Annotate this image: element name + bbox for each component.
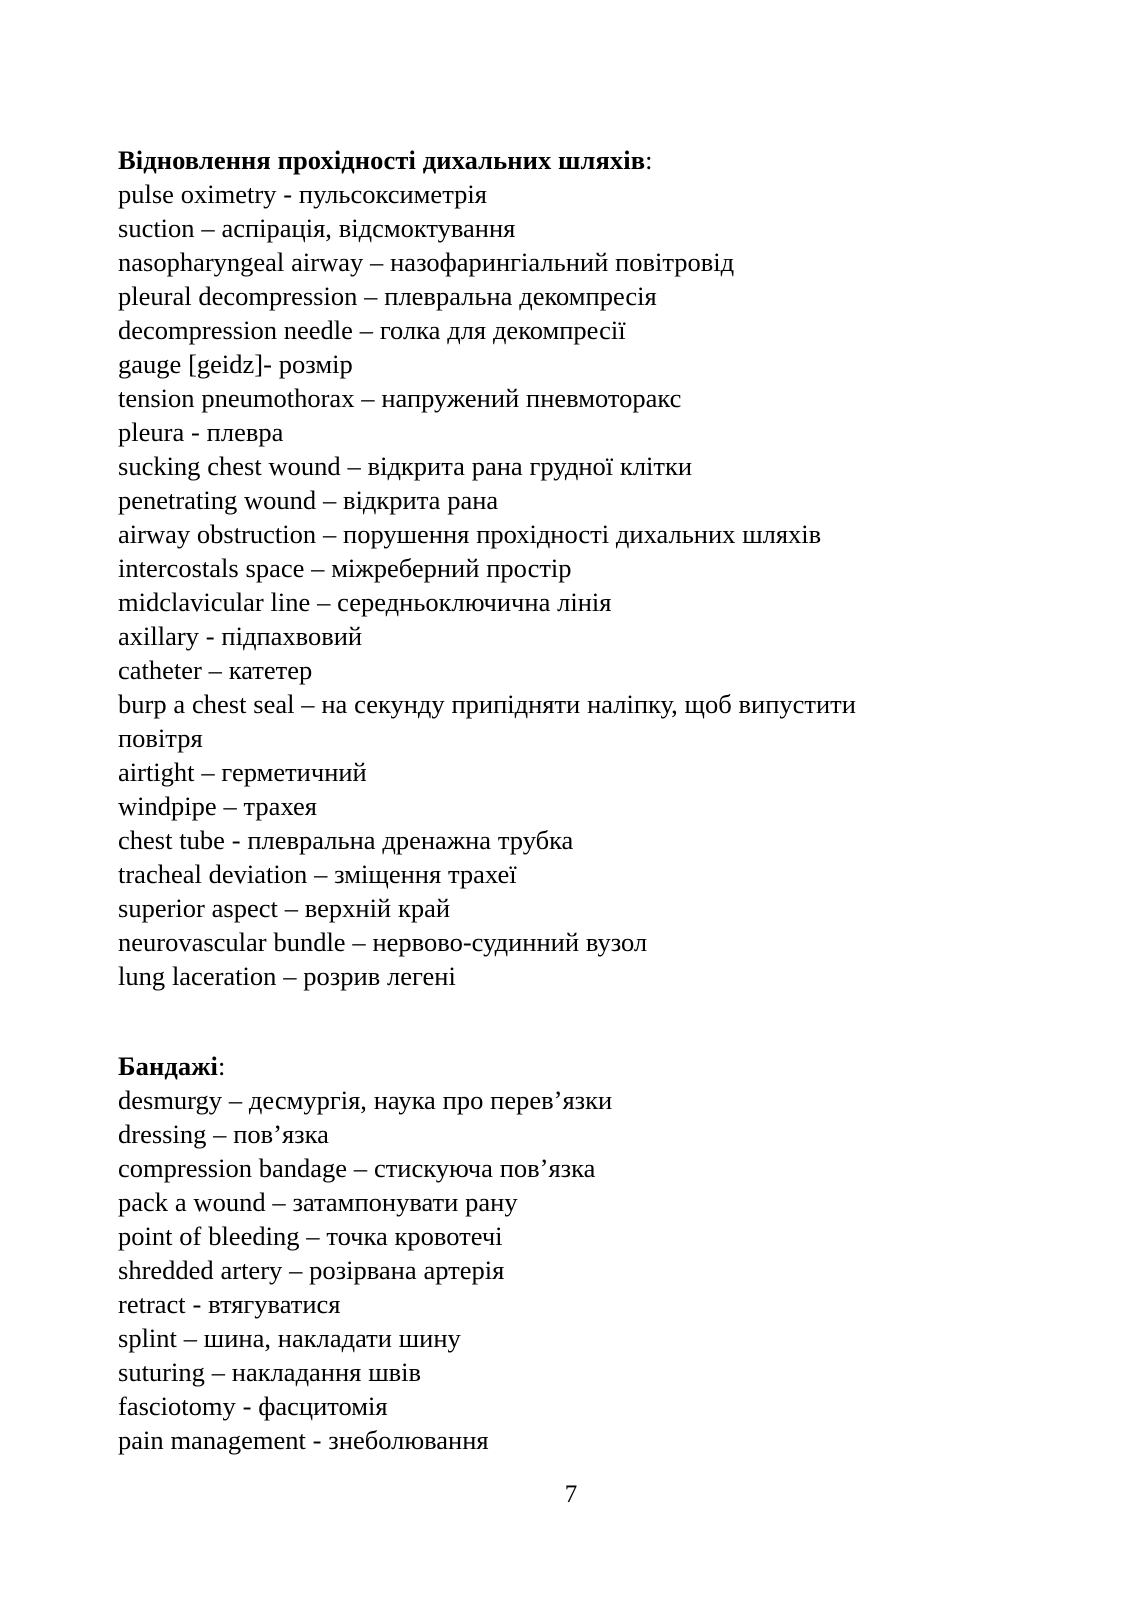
section-airway-management: [118, 143, 1028, 993]
glossary-entry: superior aspect – верхній край: [118, 893, 451, 923]
glossary-entry: splint – шина, накладати шину: [118, 1323, 461, 1353]
glossary-entry: pack a wound – затампонувати рану: [118, 1187, 518, 1217]
glossary-entry: neurovascular bundle – нервово-судинний вузол: [118, 927, 648, 957]
glossary-entry: nasopharyngeal airway – назофарингіальний повітровід: [118, 247, 735, 277]
glossary-entry: airway obstruction – порушення прохідності дихальних шляхів: [118, 519, 822, 549]
section-heading-text: Відновлення прохідності дихальних шляхів: [118, 145, 646, 175]
glossary-entry: pleural decompression – плевральна декомпресія: [118, 281, 657, 311]
glossary-entry: pain management - знеболювання: [118, 1425, 489, 1455]
glossary-entry: pleura - плевра: [118, 417, 284, 447]
glossary-entry: desmurgy – десмургія, наука про перев’язки: [118, 1085, 613, 1115]
glossary-entry: tension pneumothorax – напружений пневмоторакс: [118, 383, 682, 413]
glossary-entry: shredded artery – розірвана артерія: [118, 1255, 505, 1285]
glossary-entry: compression bandage – стискуюча пов’язка: [118, 1153, 596, 1183]
glossary-entry: lung laceration – розрив легені: [118, 961, 456, 991]
glossary-entry: fasciotomy - фасцитомія: [118, 1391, 388, 1421]
glossary-entry: sucking chest wound – відкрита рана грудної клітки: [118, 451, 693, 481]
page-content: [118, 143, 1028, 1457]
glossary-entry: suturing – накладання швів: [118, 1357, 421, 1387]
glossary-entry: midclavicular line – середньоключична лінія: [118, 587, 612, 617]
section-heading: [118, 1049, 1028, 1083]
page-number: 7: [564, 1481, 578, 1508]
glossary-entry: retract - втягуватися: [118, 1289, 341, 1319]
glossary-entry: intercostals space – міжреберний простір: [118, 553, 572, 583]
section-heading-text: Бандажі: [118, 1051, 218, 1081]
glossary-entry: point of bleeding – точка кровотечі: [118, 1221, 503, 1251]
glossary-entry: gauge [geidz]- розмір: [118, 349, 353, 379]
glossary-entry: suction – аспірація, відсмоктування: [118, 213, 516, 243]
glossary-entry: tracheal deviation – зміщення трахеї: [118, 859, 517, 889]
glossary-entry: pulse oximetry - пульсоксиметрія: [118, 179, 487, 209]
glossary-entry: axillary - підпахвовий: [118, 621, 363, 651]
glossary-entry: catheter – катетер: [118, 655, 313, 685]
glossary-entry: windpipe – трахея: [118, 791, 317, 821]
section-heading: [118, 143, 1028, 177]
glossary-entry: dressing – пов’язка: [118, 1119, 329, 1149]
glossary-entry-list: [118, 1083, 1028, 1457]
glossary-entry: burp a chest seal – на секунду припідняти наліпку, щоб випустити повітря: [118, 689, 856, 753]
glossary-entry-list: [118, 177, 1028, 993]
glossary-entry: penetrating wound – відкрита рана: [118, 485, 499, 515]
section-heading-punctuation: :: [217, 1051, 226, 1081]
glossary-entry: airtight – герметичний: [118, 757, 367, 787]
glossary-entry: chest tube - плевральна дренажна трубка: [118, 825, 574, 855]
section-heading-punctuation: :: [645, 145, 653, 175]
section-bandages: [118, 1049, 1028, 1457]
glossary-entry: decompression needle – голка для декомпресії: [118, 315, 626, 345]
